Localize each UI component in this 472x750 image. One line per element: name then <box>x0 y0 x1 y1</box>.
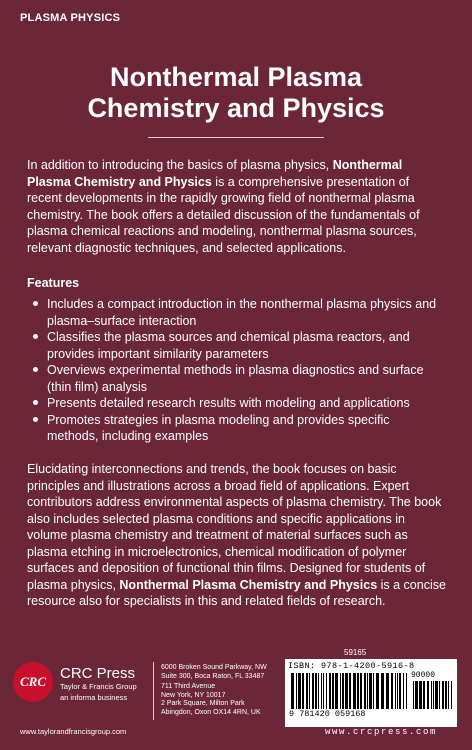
intro-text-start: In addition to introducing the basics of plasma physics, <box>27 158 333 172</box>
features-list <box>33 296 443 445</box>
barcode-bar <box>335 673 338 709</box>
features-heading: Features <box>27 276 80 290</box>
barcode-bar <box>415 681 418 709</box>
feature-item <box>33 395 443 412</box>
feature-text: Overviews experimental methods in plasma diagnostics and surface (thin film) analysis <box>47 363 424 394</box>
barcode-bar <box>439 681 440 709</box>
feature-item <box>33 362 443 395</box>
barcode-bar <box>321 673 322 709</box>
price-code: 90000 <box>411 671 436 680</box>
barcode-bar <box>395 673 396 709</box>
barcode-bar <box>427 681 429 709</box>
closing-title-bold: Nonthermal Plasma Chemistry and Physics <box>119 577 378 592</box>
barcode-bar <box>360 673 362 709</box>
address-line: Abingdon, Oxon OX14 4RN, UK <box>161 709 261 716</box>
barcode-bar <box>357 673 359 709</box>
barcode-bar <box>364 673 366 709</box>
logo-text: CRC <box>19 674 46 689</box>
barcode-bar <box>451 681 452 709</box>
barcode-bar <box>423 681 425 709</box>
barcode-bar <box>448 681 449 709</box>
intro-paragraph <box>27 157 447 256</box>
bullet-icon <box>33 417 38 422</box>
address-line: 2 Park Square, Milton Park <box>161 700 245 707</box>
crc-logo-icon <box>13 662 53 702</box>
barcode-bar <box>342 673 344 709</box>
title-line-1: Nonthermal Plasma <box>109 62 363 92</box>
barcode-panel <box>285 659 457 727</box>
title-line-2: Chemistry and Physics <box>87 93 385 123</box>
intro-title-bold: Nonthermal Plasma Chemistry and Physics <box>27 158 403 189</box>
barcode-digits: 9 781420 059168 <box>289 709 366 719</box>
barcode-bar <box>306 673 308 709</box>
barcode-bar <box>291 673 294 709</box>
barcode-bar <box>381 673 384 709</box>
barcode-bar <box>298 673 301 709</box>
intro-text-end: is a comprehensive presentation of recent developments in the rapidly growing field of nonthermal plasma chemistry. The book offers a detailed discussion of the fundamentals of plasma chemical reactions and modeling, nonthermal plasma sources, relevant diagnostic techniques, and selected applications. <box>27 174 420 255</box>
feature-text: Classifies the plasma sources and chemical plasma reactors, and provides important similarity parameters <box>47 330 410 361</box>
barcode-bar <box>376 673 379 709</box>
publisher-url[interactable]: www.taylorandfrancisgroup.com <box>20 727 127 736</box>
book-title <box>0 62 472 124</box>
feature-item <box>33 412 443 445</box>
barcode-bar <box>386 673 389 709</box>
catalog-number: 59165 <box>344 648 367 657</box>
address-abingdon <box>161 699 261 717</box>
barcode-bar <box>397 673 398 709</box>
address-line: New York, NY 10017 <box>161 692 226 699</box>
barcode-bar <box>403 673 404 709</box>
barcode-bar <box>309 673 310 709</box>
bullet-icon <box>33 400 38 405</box>
address-divider <box>153 662 154 720</box>
barcode-bar <box>431 681 432 709</box>
barcode-bar <box>329 673 331 709</box>
title-divider <box>148 137 324 138</box>
bullet-icon <box>33 367 38 372</box>
address-new-york <box>161 682 225 700</box>
bullet-icon <box>33 334 38 339</box>
address-line: 6000 Broken Sound Parkway, NW <box>161 664 267 671</box>
barcode-bar <box>419 681 422 709</box>
barcode-bar <box>445 681 447 709</box>
barcode-bar <box>315 673 317 709</box>
barcode-bar <box>326 673 327 709</box>
barcode-bar <box>332 673 334 709</box>
publisher-tagline: an informa business <box>60 693 128 702</box>
barcode-bar <box>318 673 319 709</box>
isbn-number: ISBN: 978-1-4200-5916-8 <box>288 661 415 671</box>
barcode-ean-icon <box>291 673 407 709</box>
barcode-bar <box>369 673 372 709</box>
feature-item <box>33 329 443 362</box>
barcode-bar <box>312 673 314 709</box>
barcode-bar <box>296 673 297 709</box>
feature-item <box>33 296 443 329</box>
barcode-bar <box>302 673 304 709</box>
barcode-bar <box>442 681 444 709</box>
barcode-bar <box>353 673 356 709</box>
feature-text: Includes a compact introduction in the nonthermal plasma physics and plasma–surface interaction <box>47 297 437 328</box>
address-boca-raton <box>161 663 267 681</box>
address-line: Suite 300, Boca Raton, FL 33487 <box>161 673 265 680</box>
closing-text-start: Elucidating interconnections and trends, the book focuses on basic principles and illustrations across a broad field of applications. Expert contributors address environmental aspects of plasma chemistry. The book also includes selected plasma conditions and specific applications in volume plasma chemistry and treatment of material surfaces such as plasma etching in microelectronics, chemical modification of polymer surfaces and deposition of functional thin films. Designed for students of plasma physics, <box>27 462 442 592</box>
feature-text: Presents detailed research results with modeling and applications <box>47 396 410 410</box>
publisher-group: Taylor & Francis Group <box>60 682 137 691</box>
bullet-icon <box>33 301 38 306</box>
publisher-name: CRC Press <box>60 665 136 682</box>
barcode-bar <box>367 673 368 709</box>
barcode-bar <box>413 681 414 709</box>
barcode-bar <box>391 673 393 709</box>
closing-text-end: is a concise resource also for specialists in this and related fields of research. <box>27 577 446 608</box>
series-label: PLASMA PHYSICS <box>20 12 121 24</box>
address-line: 711 Third Avenue <box>161 683 216 690</box>
closing-paragraph <box>27 461 447 610</box>
website-url[interactable]: www.crcpress.com <box>324 727 437 737</box>
barcode-bar <box>399 673 401 709</box>
barcode-bar <box>373 673 374 709</box>
barcode-bar <box>433 681 434 709</box>
barcode-bar <box>435 681 438 709</box>
barcode-bar <box>340 673 341 709</box>
barcode-bar <box>406 673 407 709</box>
barcode-addon-icon <box>413 681 453 709</box>
feature-text: Promotes strategies in plasma modeling and provides specific methods, including examples <box>47 412 390 443</box>
barcode-bar <box>345 673 348 709</box>
barcode-bar <box>323 673 324 709</box>
barcode-bar <box>349 673 351 709</box>
